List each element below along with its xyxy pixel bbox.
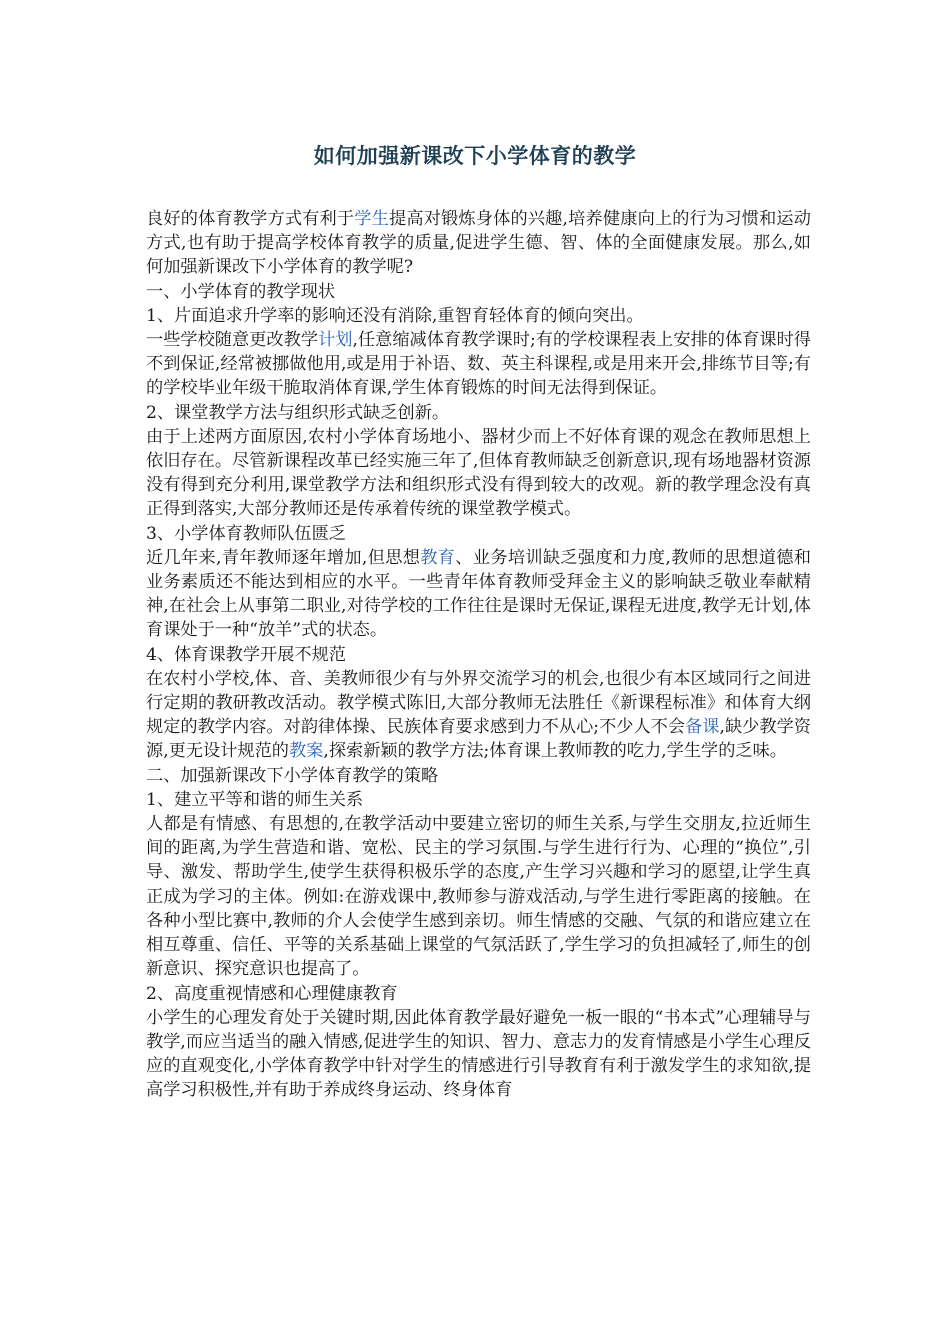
paragraph-text: ,任意缩减体育教学课时;有的学校课程表上安排的体育课时得不到保证,经常被挪做他用,或是用于补语、数、英主科课程,或是用来开会,排练节目等;有的学校毕业年级干脆取消体育课,学生体育锻炼的时间无法得到保证。 [146,330,811,399]
inline-link[interactable]: 学生 [354,209,389,229]
inline-link[interactable]: 教案 [288,741,324,762]
inline-link[interactable]: 计划 [318,330,353,351]
paragraph [146,1006,811,1103]
paragraph-text: ,探索新颖的教学方法;体育课上教师教的吃力,学生学的乏味。 [323,741,787,762]
paragraph-text: 由于上述两方面原因,农村小学体育场地小、器材少而上不好体育课的观念在教师思想上依旧存在。尽管新课程改革已经实施三年了,但体育教师缺乏创新意识,现有场地器材资源没有得到充分利用,课堂教学方法和组织形式没有得到较大的改观。新的教学理念没有真正得到落实,大部分教师还是传承着传统的课堂教学模式。 [146,426,811,520]
paragraph [146,546,811,643]
paragraph-text: 4、体育课教学开展不规范 [146,644,346,665]
paragraph [146,982,811,1006]
paragraph-text: 良好的体育教学方式有利于 [146,209,355,229]
paragraph [146,667,811,764]
paragraph [146,812,811,981]
paragraph-text: 3、小学体育教师队伍匮乏 [146,523,346,544]
paragraph [146,401,811,425]
paragraph [146,304,811,328]
paragraph [146,280,811,304]
paragraph-text: 1、建立平等和谐的师生关系 [146,789,364,810]
paragraph-text: 二、加强新课改下小学体育教学的策略 [146,765,439,786]
paragraph-text: 2、课堂教学方法与组织形式缺乏创新。 [146,402,450,423]
paragraph [146,522,811,546]
paragraph-text: ,缺少教学资源,更无设计规范的 [146,717,811,762]
paragraph-text: 在农村小学校,体、音、美教师很少有与外界交流学习的机会,也很少有本区域同行之间进行定期的教研教改活动。教学模式陈旧,大部分教师无法胜任《新课程标准》和体育大纲规定的教学内容。对韵律体操、民族体育要求感到力不从心;不少人不会 [146,668,811,738]
paragraph-text: 一、小学体育的教学现状 [146,281,336,302]
paragraph [146,788,811,812]
paragraph [146,425,811,522]
paragraph-text: 、业务培训缺乏强度和力度,教师的思想道德和业务素质还不能达到相应的水平。一些青年体育教师受拜金主义的影响缺乏敬业奉献精神,在社会上从事第二职业,对待学校的工作往往是课时无保证,课程无进度,教学无计划,体育课处于一种“放羊”式的状态。 [146,547,811,641]
document-title: 如何加强新课改下小学体育的教学 [313,144,637,168]
paragraph [146,643,811,667]
paragraph-text: 小学生的心理发育处于关键时期,因此体育教学最好避免一板一眼的“书本式”心理辅导与教学,而应当适当的融入情感,促进学生的知识、智力、意志力的发育情感是小学生心理反应的直观变化,小学体育教学中针对学生的情感进行引导教育有利于激发学生的求知欲,提高学习积极性,并有助于养成终身运动、终身体育 [146,1007,811,1101]
paragraph [146,328,811,401]
paragraph-text: 1、片面追求升学率的影响还没有消除,重智育轻体育的倾向突出。 [146,305,644,326]
paragraph [146,207,811,280]
paragraph-text: 2、高度重视情感和心理健康教育 [146,983,398,1004]
paragraph-text: 提高对锻炼身体的兴趣,培养健康向上的行为习惯和运动方式,也有助于提高学校体育教学的质量,促进学生德、智、体的全面健康发展。那么,如何加强新课改下小学体育的教学呢? [146,209,811,278]
inline-link[interactable]: 备课 [685,717,720,738]
document-body [146,207,811,1103]
paragraph-text: 近几年来,青年教师逐年增加,但思想 [146,547,421,568]
paragraph-text: 一些学校随意更改教学 [146,330,319,351]
paragraph [146,764,811,788]
inline-link[interactable]: 教育 [420,547,456,568]
paragraph-text: 人都是有情感、有思想的,在教学活动中要建立密切的师生关系,与学生交朋友,拉近师生间的距离,为学生营造和谐、宽松、民主的学习氛围.与学生进行行为、心理的“换位”,引导、激发、帮助学生,使学生获得积极乐学的态度,产生学习兴趣和学习的愿望,让学生真正成为学习的主体。例如:在游戏课中,教师参与游戏活动,与学生进行零距离的接触。在各种小型比赛中,教师的介人会使学生感到亲切。师生情感的交融、气氛的和谐应建立在相互尊重、信任、平等的关系基础上课堂的气氛活跃了,学生学习的负担减轻了,师生的创新意识、探究意识也提高了。 [146,814,811,980]
